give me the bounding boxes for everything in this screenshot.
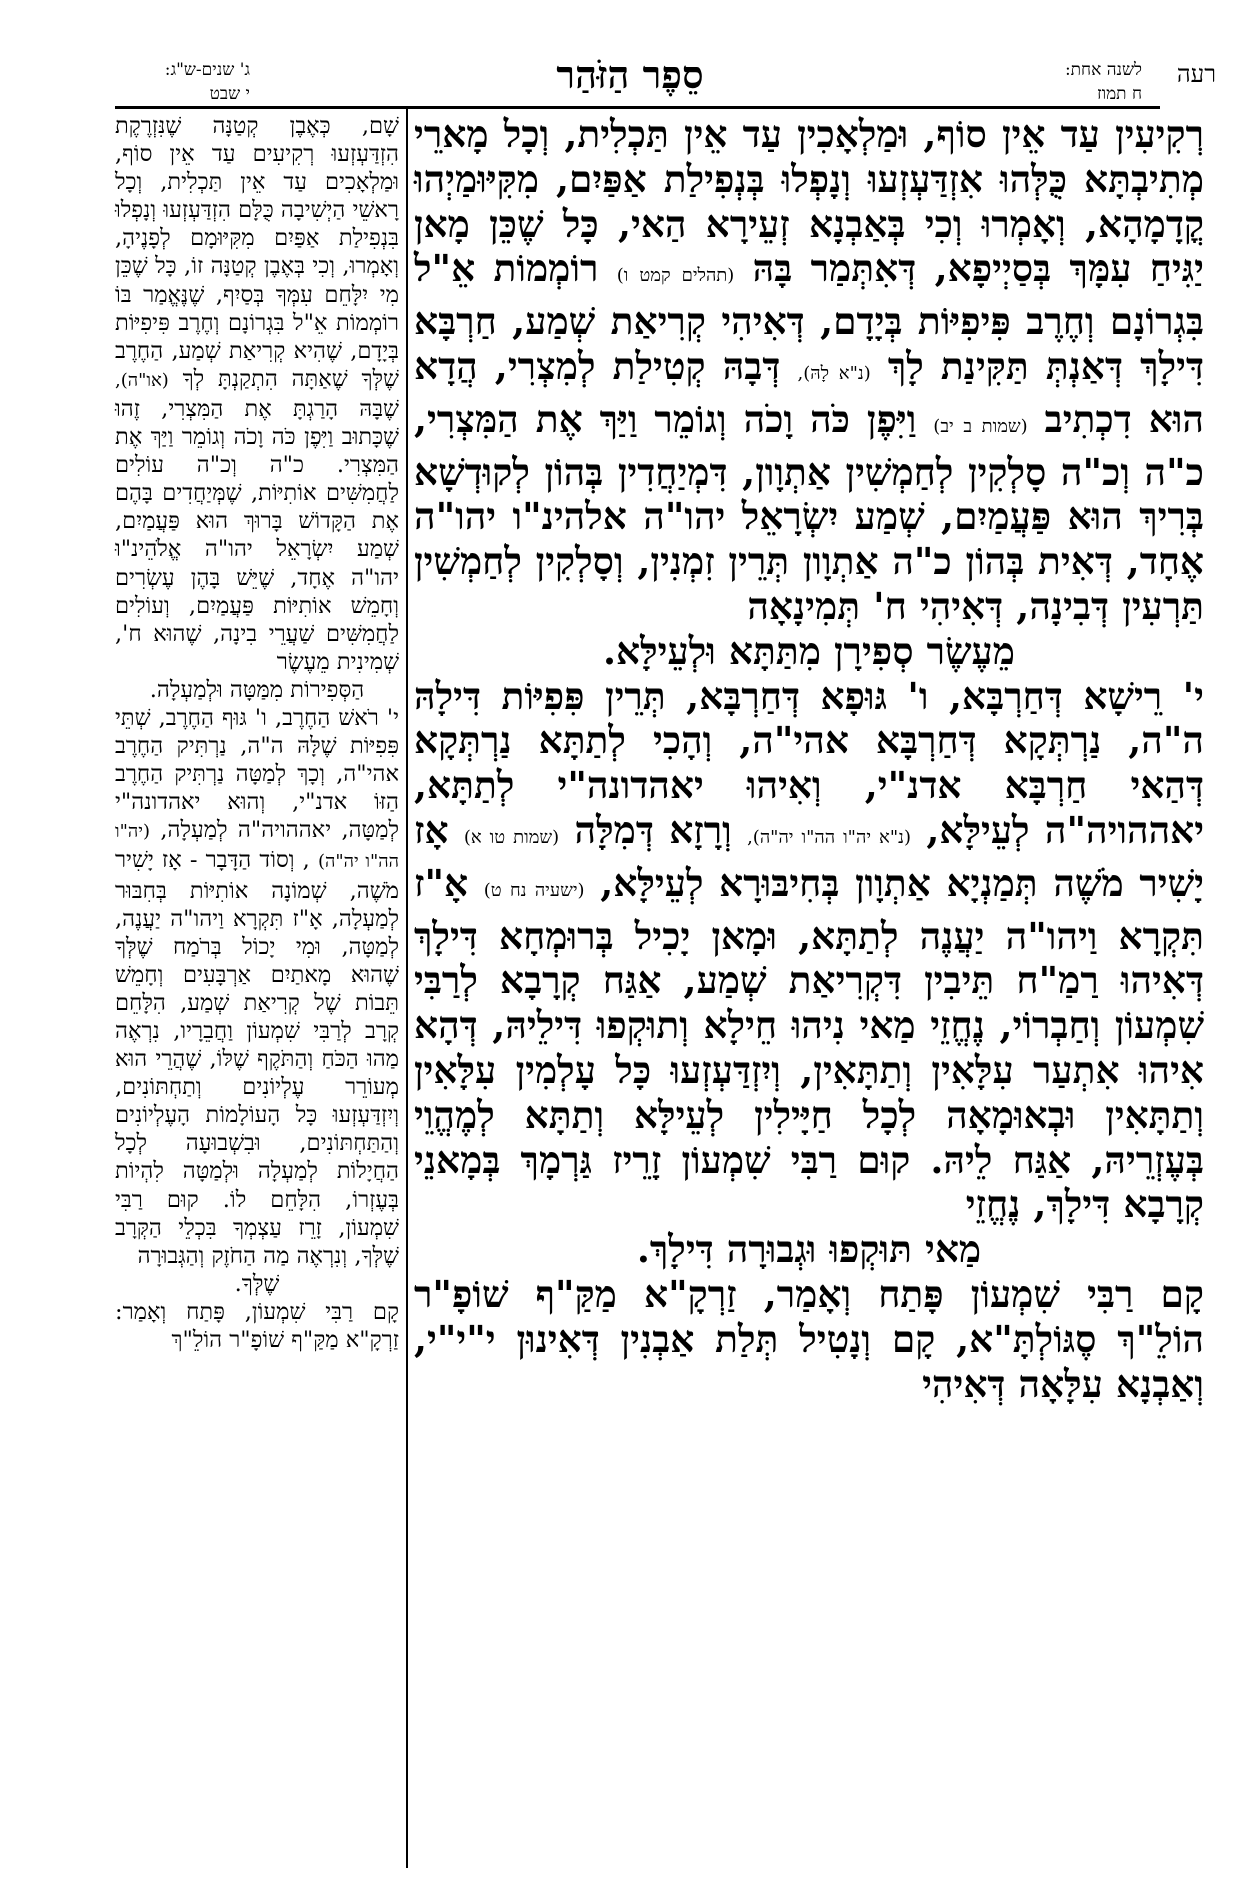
book-title: סֵפֶר הַזֹּהַר	[556, 52, 704, 97]
side-text-2b: , וְסוֹד הַדָּבָר - אָז יָשִׁיר מֹשֶׁה, שְׁמוֹנָה אוֹתִיּוֹת בְּחִבּוּר לְמַעְלָה, אָ"ז תִּקְרָא וַיהו"ה יַעֲנֶה, לְמַטָּה, וּמִי יָכוֹל בְּרֹמַח שֶׁלְּךָ שֶׁהוּא מָאתַיִם אַרְבָּעִים וְחָמֵשׁ תֵּבוֹת שֶׁל קְרִיאַת שְׁמַע, הִלָּחֵם קְרָב לְרַבִּי שִׁמְעוֹן וַחֲבֵרָיו, נִרְאֶה מַהוּ הַכֹּחַ וְהַתֹּקֶף שֶׁלּוֹ, שֶׁהֲרֵי הוּא מְעוֹרֵר עֶלְיוֹנִים וְתַחְתּוֹנִים, וְיִזְדַּעְזְעוּ כָּל הָעוֹלָמוֹת הָעֶלְיוֹנִים וְהַתַּחְתּוֹנִים, וּבִשְׁבוּעָה לְכָל הַחֲיָלוֹת לְמַעְלָה וּלְמַטָּה לִהְיוֹת בְּעֶזְרוֹ, הִלָּחֵם לוֹ. קוּם רַבִּי שִׁמְעוֹן, זָרֵז עַצְמְךָ בִּכְלֵי הַקְּרָב שֶׁלְּךָ, וְנִרְאֶה מַה הַחֹזֶק וְהַגְּבוּרָה	[115, 847, 399, 1269]
main-text-2b: וְרָזָא דְּמִלָּה	[574, 807, 732, 852]
column-divider	[406, 108, 408, 1868]
main-paragraph-1-end: מֵעֶשֶׂר סְפִירָן מִתַּתָּא וּלְעֵילָּא.	[602, 628, 1016, 673]
main-text-1c: דְּבָהּ קְטִילַת לְמִצְרִי, הֲדָא הוּא דִכְתִיב	[414, 343, 1204, 441]
side-paragraph-2	[115, 704, 399, 1270]
variant-reading: (נ"א לָהּ),	[797, 362, 871, 384]
main-paragraph-2-end: מַאי תּוּקְפוּ וּגְבוּרָה דִּילָךְ.	[636, 1227, 982, 1272]
hebrew-translation-column	[115, 112, 399, 1354]
schedule-main-line1: לשנה אחת:	[1064, 60, 1142, 80]
main-paragraph-3: קָם רַבִּי שִׁמְעוֹן פָּתַח וְאָמַר, זַרְקָ"א מַקַּ"ף שׁוֹפָ"ר הוֹלֵ"ךְ סֶגּוֹלְתָּ"א, קָם וְנָטִיל תְּלַת אַבְנִין דְּאִינוּן י"י"י, וְאַבְנָא עִלָּאָה דְּאִיהִי	[414, 1271, 1204, 1406]
side-paragraph-2-end: שֶׁלְּךָ.	[234, 1270, 280, 1297]
main-text-2d: אָ"ז תִּקְרָא וַיהו"ה יַעֲנֶה לְתַתָּא, וּמָאן יָכִיל בְּרוּמְחָא דִּילָךְ דְּאִיהוּ רַמַ"ח תֵּיבִין דִּקְרִיאַת שְׁמַע, אַגַּח קְרָבָא לְרַבִּי שִׁמְעוֹן וְחַבְרוֹי, נֶחֱזֵי מַאי נִיהוּ חֵילָא וְתוּקְפוּ דִּילֵיהּ, דְּהָא אִיהוּ אִתְעַר עִלָּאִין וְתַתָּאִין, וְיִזְדַּעְזְעוּ כָּל עָלְמִין עִלָּאִין וְתַתָּאִין וּבְאוּמָאָה לְכָל חַיָּילִין לְעֵילָּא וְתַתָּא לְמֶהֱוֵי בְּעֶזְרֵיהּ, אַגַּח לֵיהּ. קוּם רַבִּי שִׁמְעוֹן זָרֵיז גַּרְמָךְ בְּמָאנֵי קְרָבָא דִּילָךְ, נֶחֱזֵי	[414, 860, 1204, 1227]
source-reference: (שמות ב יב)	[933, 415, 1028, 437]
main-text-2c: אָז יָשִׁיר מֹשֶׁה תְּמַנְיָא אַתְוָון בְּחִיבּוּרָא לְעֵילָּא,	[414, 807, 1204, 905]
side-text-1b: שֶׁבָּהּ הָרַגְתָּ אֶת הַמִּצְרִי, זֶהוּ שֶׁכָּתוּב וַיִּפֶן כֹּה וָכֹה וְגוֹמֵר וַיַּךְ אֶת הַמִּצְרִי. כ"ה וְכ"ה עוֹלִים לַחֲמִשִּׁים אוֹתִיּוֹת, שֶׁמְּיַחֲדִים בָּהֶם אֶת הַקָּדוֹשׁ בָּרוּךְ הוּא פַּעֲמַיִם, שְׁמַע יִשְׂרָאֵל יהו"ה אֱלֹהֵינ"וּ יהו"ה אֶחָד, שֶׁיֵּשׁ בָּהֶן עֶשְׂרִים וְחָמֵשׁ אוֹתִיּוֹת פַּעֲמַיִם, וְעוֹלִים לַחֲמִשִּׁים שַׁעֲרֵי בִינָה, שֶׁהוּא ח', שְׁמִינִית מֵעֶשֶׂר	[115, 395, 399, 675]
main-text-1d: וַיִּפֶן כֹּה וָכֹה וְגוֹמֵר וַיַּךְ אֶת הַמִּצְרִי, כ"ה וְכ"ה סָלְקִין לְחַמְשִׁין אַתְוָון, דִּמְיַחֲדִין בְּהוֹן לְקוּדְשָׁא בְּרִיךְ הוּא פַּעֲמַיִם, שְׁמַע יִשְׂרָאֵל יהו"ה אלהינ"ו יהו"ה אֶחָד, דְּאִית בְּהוֹן כ"ה אַתְוָון תְּרֵין זִמְנִין, וְסָלְקִין לְחַמְשִׁין תַּרְעִין דְּבִינָה, דְּאִיהִי ח' תְּמִינָאָה	[414, 396, 1204, 628]
side-text-1: שָׁם, כְּאֶבֶן קְטַנָּה שֶׁנִּזְרֶקֶת הִזְדַּעְזְעוּ רְקִיעִים עַד אֵין סוֹף, וּמַלְאָכִים עַד אֵין תַּכְלִית, וְכָל רָאשֵׁי הַיְשִׁיבָה כֻּלָּם הִזְדַּעְזְעוּ וְנָפְלוּ בִּנְפִילַת אַפַּיִם מִקִּיּוּמָם לְפָנֶיהָ, וְאָמְרוּ, וְכִי בְּאֶבֶן קְטַנָּה זוֹ, כָּל שֶׁכֵּן מִי יִלָּחֵם עִמְּךָ בְּסַיִף, שֶׁנֶּאֱמַר בּוֹ רוֹמְמוֹת אֵ"ל בִּגְרוֹנָם וְחֶרֶב פִּיפִיּוֹת בְּיָדָם, שֶׁהִיא קְרִיאַת שְׁמַע, הַחֶרֶב שֶׁלְּךָ שֶׁאַתָּה הִתְקַנְתָּ לְךָ	[115, 113, 399, 392]
schedule-side-line1: ג' שנים-ש"ג:	[164, 60, 250, 80]
variant-reading: (יה"ו הה"ו יה"ה)	[115, 821, 399, 873]
main-text-1: רְקִיעִין עַד אֵין סוֹף, וּמַלְאָכִין עַד אֵין תַּכְלִית, וְכָל מָארֵי מְתִיבְתָּא כֻּלְּהוּ אִזְדַּעְזְעוּ וְנָפְלוּ בְּנְפִילַת אַפַּיִם, מִקִּיּוּמַיְהוּ קֳדָמָהָא, וְאָמְרוּ וְכִי בְּאַבְנָא זְעֵירָא הַאי, כָּל שֶׁכֵּן מָאן יַגִּיחַ עִמָּךְ בְּסַיְיפָא, דְּאִתְּמַר בָּהּ	[414, 112, 1204, 291]
variant-reading: (נ"א יה"ו הה"ו יה"ה),	[747, 826, 911, 848]
schedule-side-line2: י שבט	[209, 84, 250, 104]
main-text-2: י' רֵישָׁא דְּחַרְבָּא, ו' גּוּפָא דְּחַרְבָּא, תְּרֵין פִּפִיּוֹת דִּילָהּ ה"ה, נַרְתְּקָא דְּחַרְבָּא אהי"ה, וְהָכִי לְתַתָּא נַרְתְּקָא דְּהַאי חַרְבָּא אדנ"י, וְאִיהוּ יאהדונה"י לְתַתָּא, יאההויה"ה לְעֵילָּא,	[414, 673, 1205, 852]
main-paragraph-1	[414, 112, 1204, 629]
page-header	[0, 0, 1260, 110]
main-paragraph-2	[414, 674, 1204, 1228]
source-reference: (שמות טו א)	[463, 826, 560, 848]
schedule-main-line2: ח תמוז	[1097, 84, 1142, 104]
main-text-1b: רוֹמְמוֹת אֵ"ל בִּגְרוֹנָם וְחֶרֶב פִּיפִיּוֹת בְּיָדָם, דְּאִיהִי קְרִיאַת שְׁמַע, חַרְבָּא דִּילָךְ דְּאַנְתְּ תַּקִּינַת לָךְ	[414, 246, 1204, 388]
page-number: רעה	[1176, 60, 1216, 88]
side-text-2: י' רֹאשׁ הַחֶרֶב, ו' גּוּף הַחֶרֶב, שְׁתֵּי פִּפִיּוֹת שֶׁלָּהּ ה"ה, נַרְתִּיק הַחֶרֶב אהי"ה, וְכָךְ לְמַטָּה נַרְתִּיק הַחֶרֶב הַזּוֹ אדנ"י, וְהוּא יאהדונה"י לְמַטָּה, יאההויה"ה לְמַעְלָה,	[115, 704, 399, 844]
header-rule	[115, 106, 1160, 109]
side-paragraph-3: קָם רַבִּי שִׁמְעוֹן, פָּתַח וְאָמַר: זַרְקָ"א מַקַּ"ף שׁוֹפָ"ר הוֹלֵ"ךְ	[115, 1298, 399, 1354]
main-aramaic-column	[414, 112, 1204, 1406]
source-reference: (ישעיה נח ט)	[483, 879, 585, 901]
source-reference: (תהלים קמט ו)	[616, 265, 735, 287]
variant-reading: (או"ה),	[115, 369, 169, 391]
side-paragraph-1-end: הַסְּפִירוֹת מִמַּטָּה וּלְמַעְלָה.	[149, 676, 365, 703]
side-paragraph-1	[115, 112, 399, 676]
